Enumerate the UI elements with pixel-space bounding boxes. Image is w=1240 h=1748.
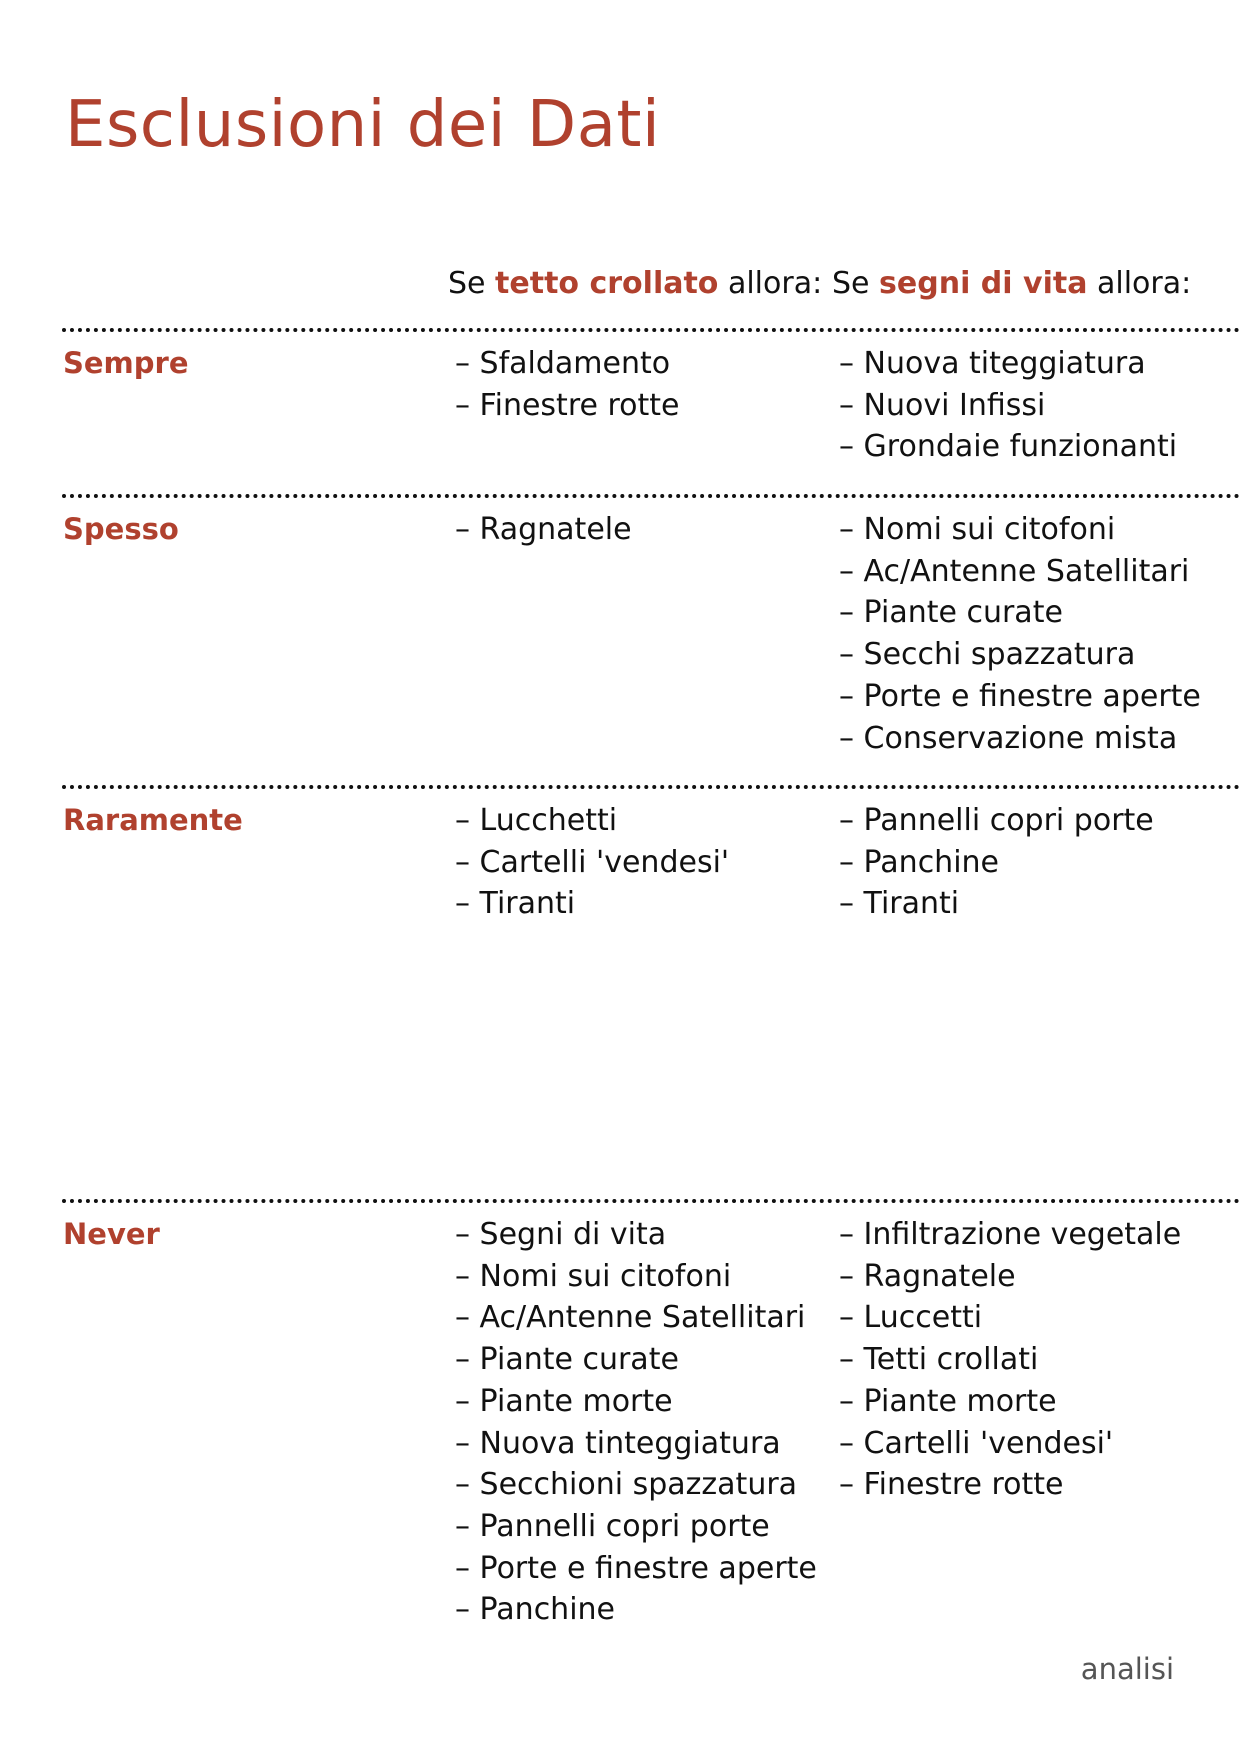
list-item: – Pannelli copri porte <box>839 800 1154 842</box>
column-header-roof-collapsed <box>448 266 822 301</box>
list-item: – Ac/Antenne Satellitari <box>455 1297 817 1339</box>
list-item: – Nomi sui citofoni <box>455 1256 817 1298</box>
list-item: – Sfaldamento <box>455 343 680 385</box>
list-item: – Nuova titeggiatura <box>839 343 1177 385</box>
column-header-signs-of-life <box>832 266 1191 301</box>
list-item: – Ragnatele <box>839 1256 1181 1298</box>
row-divider <box>62 494 1240 498</box>
list-item: – Porte e finestre aperte <box>455 1548 817 1590</box>
list-item: – Piante morte <box>455 1381 817 1423</box>
list-sempre-signs-of-life <box>839 343 1177 468</box>
list-item: – Lucchetti <box>455 800 729 842</box>
column-header-suffix: allora: <box>718 266 823 301</box>
column-header-highlight: segni di vita <box>879 266 1088 301</box>
list-item: – Ac/Antenne Satellitari <box>839 551 1201 593</box>
row-divider <box>62 785 1240 789</box>
list-item: – Nomi sui citofoni <box>839 509 1201 551</box>
list-item: – Cartelli 'vendesi' <box>455 842 729 884</box>
list-item: – Conservazione mista <box>839 718 1201 760</box>
list-item: – Porte e finestre aperte <box>839 676 1201 718</box>
list-item: – Tiranti <box>839 883 1154 925</box>
column-header-suffix: allora: <box>1087 266 1192 301</box>
list-item: – Luccetti <box>839 1297 1181 1339</box>
list-spesso-roof-collapsed <box>455 509 632 551</box>
list-item: – Tetti crollati <box>839 1339 1181 1381</box>
list-item: – Secchioni spazzatura <box>455 1464 817 1506</box>
list-item: – Piante morte <box>839 1381 1181 1423</box>
row-label-sempre: Sempre <box>63 346 189 380</box>
row-divider <box>62 328 1240 332</box>
list-item: – Segni di vita <box>455 1214 817 1256</box>
list-never-signs-of-life <box>839 1214 1181 1506</box>
list-item: – Secchi spazzatura <box>839 634 1201 676</box>
list-item: – Finestre rotte <box>455 385 680 427</box>
list-item: – Panchine <box>839 842 1154 884</box>
page-title: Esclusioni dei Dati <box>65 88 661 162</box>
list-spesso-signs-of-life <box>839 509 1201 759</box>
page-footer-section: analisi <box>1080 1652 1174 1686</box>
list-sempre-roof-collapsed <box>455 343 680 426</box>
row-label-spesso: Spesso <box>63 512 179 546</box>
list-never-roof-collapsed <box>455 1214 817 1631</box>
list-item: – Piante curate <box>455 1339 817 1381</box>
list-item: – Tiranti <box>455 883 729 925</box>
column-header-prefix: Se <box>832 266 880 301</box>
row-divider <box>62 1199 1240 1203</box>
list-raramente-signs-of-life <box>839 800 1154 925</box>
list-item: – Pannelli copri porte <box>455 1506 817 1548</box>
list-item: – Nuova tinteggiatura <box>455 1423 817 1465</box>
column-header-prefix: Se <box>448 266 496 301</box>
column-header-highlight: tetto crollato <box>495 266 719 301</box>
list-item: – Infiltrazione vegetale <box>839 1214 1181 1256</box>
list-raramente-roof-collapsed <box>455 800 729 925</box>
list-item: – Nuovi Infissi <box>839 385 1177 427</box>
list-item: – Finestre rotte <box>839 1464 1181 1506</box>
list-item: – Grondaie funzionanti <box>839 426 1177 468</box>
list-item: – Piante curate <box>839 592 1201 634</box>
row-label-raramente: Raramente <box>63 803 243 837</box>
list-item: – Cartelli 'vendesi' <box>839 1423 1181 1465</box>
list-item: – Ragnatele <box>455 509 632 551</box>
list-item: – Panchine <box>455 1589 817 1631</box>
row-label-never: Never <box>63 1217 160 1251</box>
